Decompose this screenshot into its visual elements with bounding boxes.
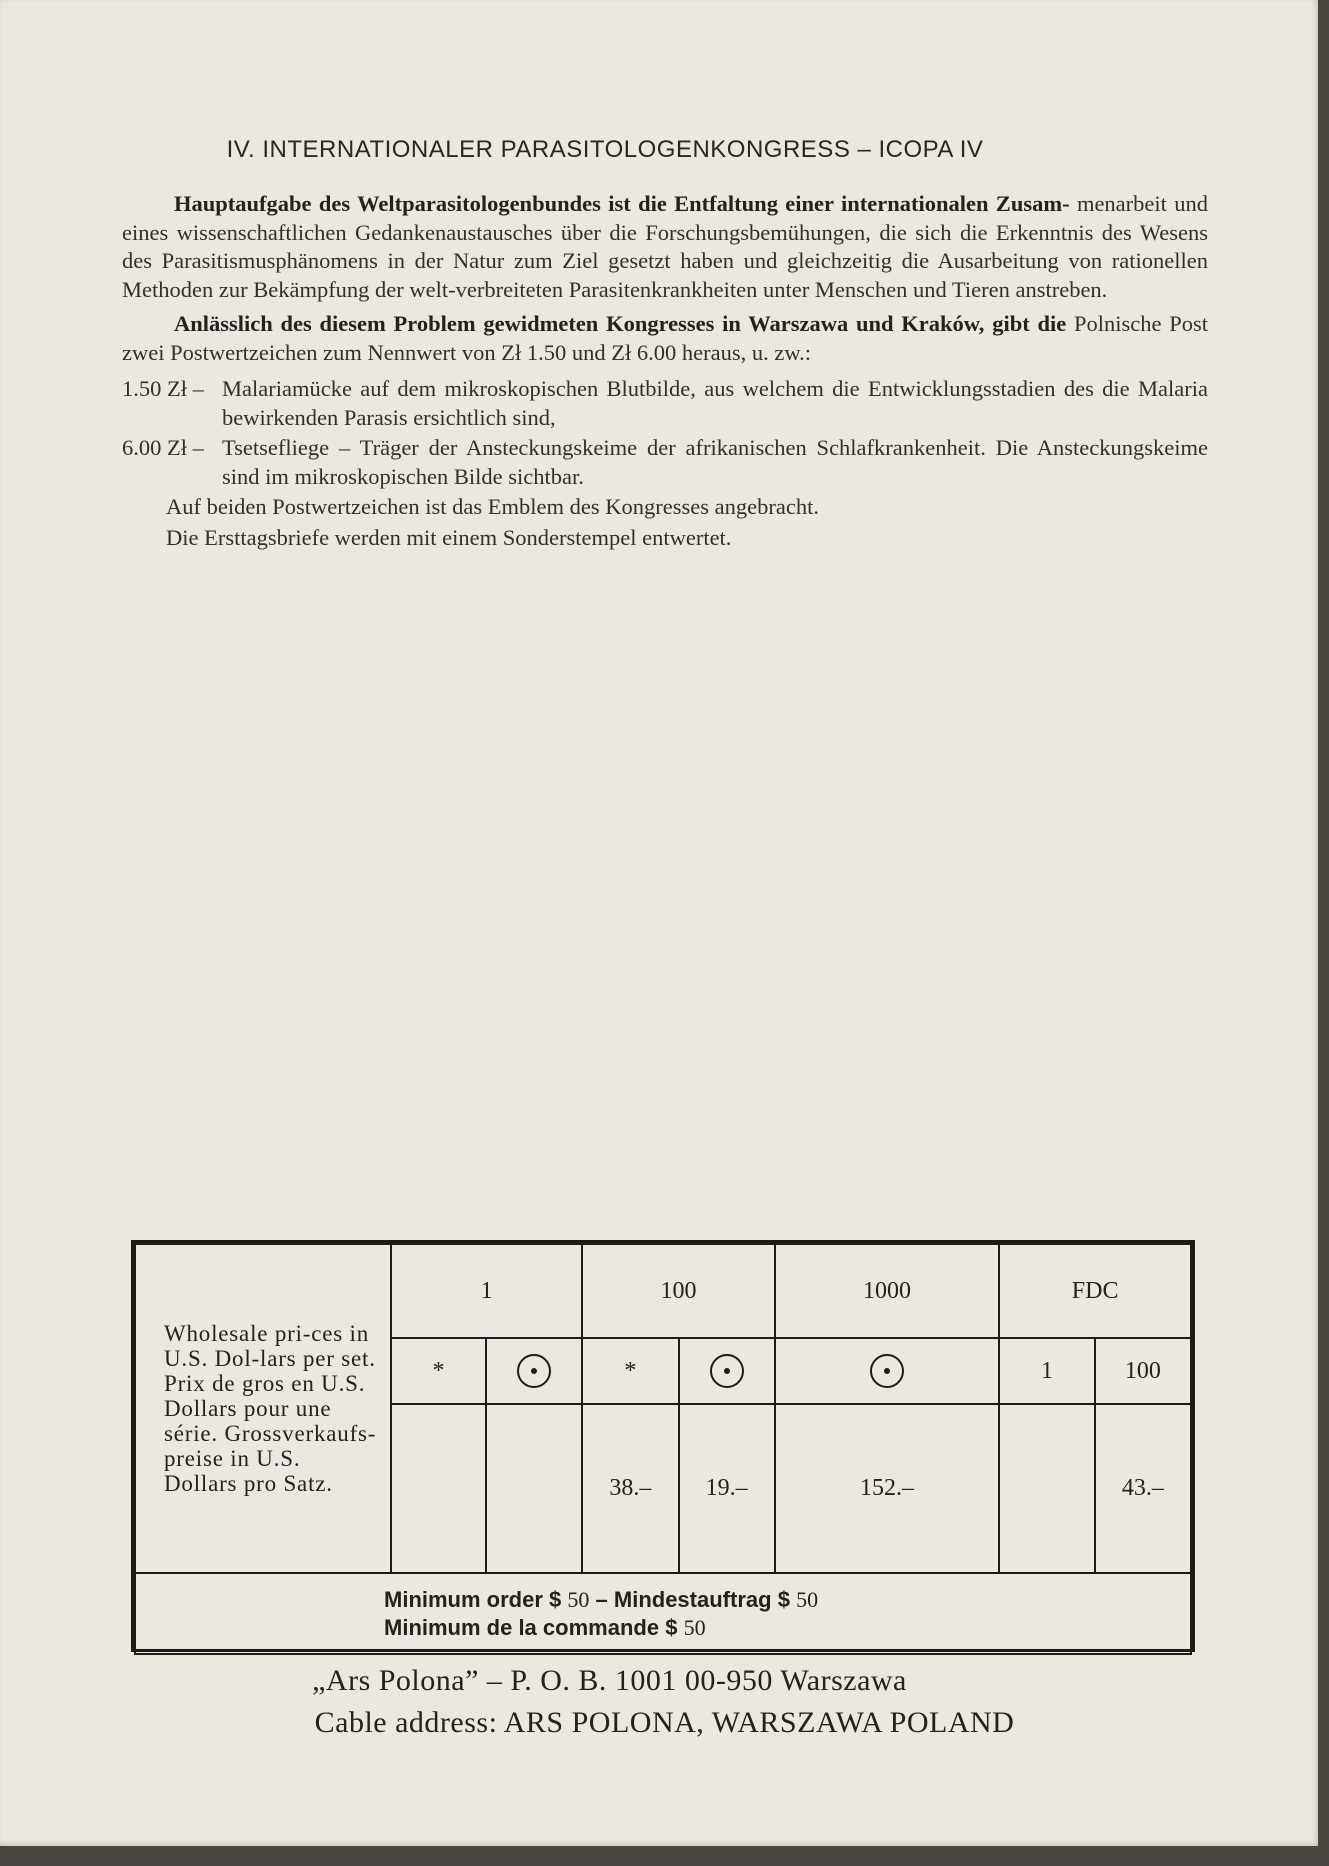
price-cell: 38.– <box>582 1404 678 1573</box>
minimum-order <box>135 1573 1191 1654</box>
minimum-order-text: Minimum order <box>384 1586 543 1612</box>
paragraph-2 <box>122 310 1208 367</box>
list-item <box>122 434 1208 491</box>
postal-address: „Ars Polona” – P. O. B. 1001 00-950 Warszawa <box>312 1664 907 1697</box>
price-table <box>131 1240 1195 1652</box>
cancelled-cell <box>679 1338 775 1404</box>
stamp-value: 6.00 Zł – <box>122 435 204 460</box>
cancelled-icon <box>517 1354 551 1388</box>
price-cell: 19.– <box>679 1404 775 1573</box>
list-item <box>122 375 1208 432</box>
dollar-sign: $ <box>777 1586 790 1612</box>
paragraph-1-rest: menarbeit und eines wissenschaftlichen Gedankenaustausches über die Forschungsbemühungen, die sich die Erkenntnis des Wesens des Parasitismusphänomens in der Natur zum Ziel gesetzt haben und gleichzeitig die Ausarbeitung von rationellen Methoden zur Bekämpfung der welt-verbreiteten Parasitenkrankheiten unter Menschen und Tieren anstreben. <box>122 191 1208 302</box>
paragraph-2-rest: Polnische Post zwei Postwertzeichen zum Nennwert von Zł 1.50 und Zł 6.00 heraus, u. zw.: <box>122 311 1209 365</box>
paragraph-1-lead: Hauptaufgabe des Weltparasitologenbundes ist die Entfaltung einer internationalen Zusam- <box>174 191 1070 216</box>
cable-address: Cable address: ARS POLONA, WARSZAWA POLAND <box>314 1706 1015 1739</box>
minimum-amount: 50 <box>683 1614 706 1640</box>
minimum-amount: 50 <box>796 1586 819 1612</box>
cancelled-icon <box>870 1354 904 1388</box>
stamp-list <box>122 375 1208 491</box>
paragraph-2-lead: Anlässlich des diesem Problem gewidmeten Kongresses in Warszawa und Kraków, <box>174 311 985 336</box>
price-cell <box>391 1404 486 1573</box>
price-cell: 152.– <box>775 1404 999 1573</box>
col-header: 1 <box>391 1244 582 1338</box>
price-label: Wholesale pri-ces in U.S. Dol-lars per set. Prix de gros en U.S. Dollars pour une série. Grossverkaufs-preise in U.S. Dollars pro Satz. <box>135 1244 391 1573</box>
col-header: FDC <box>999 1244 1191 1338</box>
minimum-order-text-de: – Mindestauftrag <box>595 1586 772 1612</box>
mint-symbol: * <box>391 1338 486 1404</box>
col-header: 100 <box>582 1244 775 1338</box>
cancelled-cell <box>486 1338 582 1404</box>
minimum-amount: 50 <box>567 1586 590 1612</box>
stamp-description: Tsetsefliege – Träger der Ansteckungskeime der afrikanischen Schlafkrankenheit. Die Ansteckungskeime sind im mikroskopischen Bilde sichtbar. <box>222 435 1208 489</box>
dollar-sign: $ <box>665 1614 678 1640</box>
cancelled-cell <box>775 1338 999 1404</box>
fdc-sub-header: 100 <box>1095 1338 1191 1404</box>
price-cell: 43.– <box>1095 1404 1191 1573</box>
col-header: 1000 <box>775 1244 999 1338</box>
cancelled-icon <box>710 1354 744 1388</box>
footer-address <box>0 1660 1329 1744</box>
dollar-sign: $ <box>549 1586 562 1612</box>
minimum-order-text-fr: Minimum de la commande <box>384 1614 660 1640</box>
paragraph-1 <box>122 190 1208 304</box>
document-body <box>122 190 1208 552</box>
price-cell <box>486 1404 582 1573</box>
stamp-value: 1.50 Zł – <box>122 376 204 401</box>
fdc-sub-header: 1 <box>999 1338 1094 1404</box>
mint-symbol: * <box>582 1338 678 1404</box>
stamp-description: Malariamücke auf dem mikroskopischen Blutbilde, aus welchem die Entwicklungsstadien des die Malaria bewirkenden Parasis ersichtlich sind, <box>222 376 1208 430</box>
page-title: IV. INTERNATIONALER PARASITOLOGENKONGRESS – ICOPA IV <box>226 136 984 163</box>
fdc-line: Die Ersttagsbriefe werden mit einem Sonderstempel entwertet. <box>166 524 732 550</box>
price-grid <box>134 1243 1192 1655</box>
paragraph-2-lead-end: gibt die <box>992 311 1067 336</box>
price-cell <box>999 1404 1094 1573</box>
emblem-line: Auf beiden Postwertzeichen ist das Emblem des Kongresses angebracht. <box>166 494 819 519</box>
minimum-order-line-1 <box>384 1586 1190 1614</box>
minimum-order-line-2 <box>384 1614 1190 1642</box>
